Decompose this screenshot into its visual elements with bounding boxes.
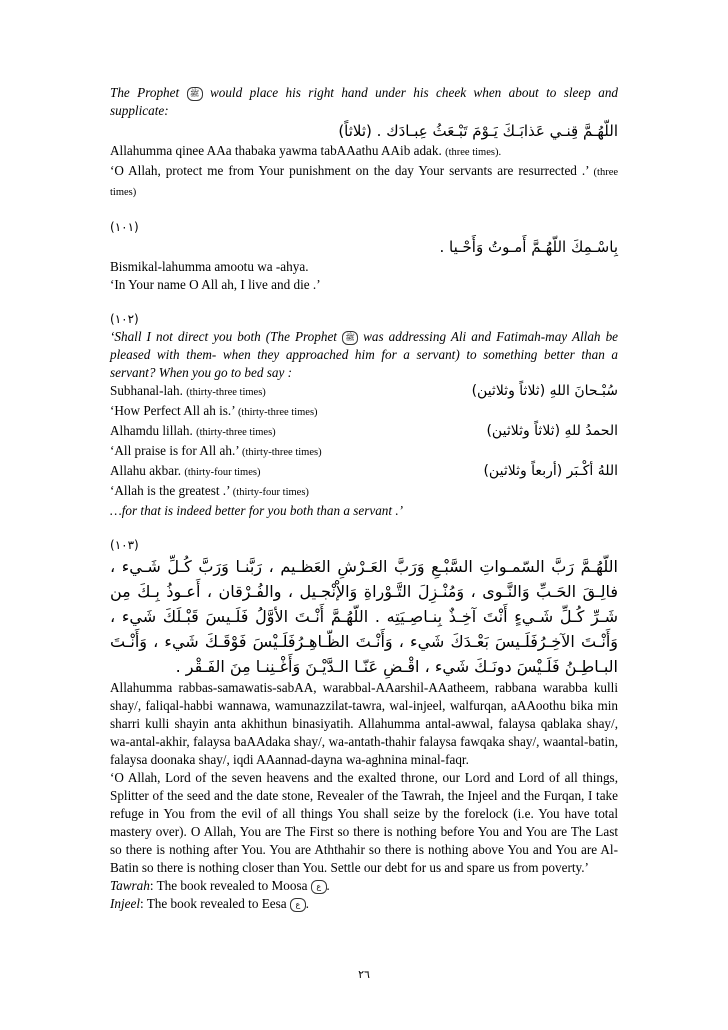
repeat-note: (thirty-three times) <box>241 447 322 458</box>
repeat-note: (thirty-four times) <box>232 487 309 498</box>
dhikr-arabic: الحمدُ للهِ (ثلاثاً وثلاثين) <box>486 423 618 439</box>
dhikr-transliteration: Allahu akbar. <box>110 463 182 478</box>
dhikr-transliteration: Alhamdu lillah. <box>110 423 193 438</box>
intro-line: The Prophet <box>110 85 180 100</box>
footnote: Tawrah: The book revealed to Moosa ع . <box>110 878 331 893</box>
dhikr-arabic: سُبْـحانَ اللهِ (ثلاثاً وثلاثين) <box>471 383 618 399</box>
repeat-note: (thirty-three times) <box>237 407 318 418</box>
dhikr-translation <box>110 442 618 462</box>
dhikr-row <box>110 462 618 482</box>
translation-text: ‘Allah is the greatest .’ <box>110 483 230 498</box>
section-number: (١٠١) <box>110 220 139 234</box>
section-number: (١٠٢) <box>110 312 139 326</box>
supplication-translation: ‘In Your name O All ah, I live and die .’ <box>110 277 321 292</box>
supplication-transliteration <box>110 142 618 162</box>
repeat-note: (thirty-four times) <box>184 467 261 478</box>
peace-icon: ع <box>311 880 327 894</box>
supplication-arabic: اللّهُـمَّ قِنـي عَذابَـكَ يَـوْمَ تَبْـعَثُ عِبـادَك . (ثلاثاً) <box>338 122 618 140</box>
dhikr-arabic: اللهُ أكْـبَر (أربعاً وثلاثين) <box>483 463 618 479</box>
dhikr-row <box>110 382 618 402</box>
supplication-translation: ‘O Allah, Lord of the seven heavens and the exalted throne, our Lord and Lord of all things, Splitter of the seed and the date stone, Revealer of the Tawrah, the Injeel and the Furqan, I take refuge in You from the evil of all things You shall seize by the forelock (i.e. You have total mastery over). O Allah, You are The First so there is nothing before You and You are The Last so there is nothing after You. You are Aththahir so there is nothing above You and You are Al-Batin so there is nothing closer than You. Settle our debt for us and spare us from poverty.’ <box>110 770 618 875</box>
peace-icon: ع <box>290 898 306 912</box>
transliteration-text: Allahumma qinee AAa thabaka yawma tabAAathu AAib adak. <box>110 143 442 158</box>
intro-text <box>110 84 618 120</box>
page-number: ٢٦ <box>358 968 370 981</box>
hadith-closing: …for that is indeed better for you both than a servant .’ <box>110 503 404 518</box>
footnote-text: : The book revealed to Eesa <box>140 896 287 911</box>
dhikr-translation <box>110 482 618 502</box>
salutation-icon: ﷺ <box>187 87 203 101</box>
dhikr-transliteration: Subhanal-lah. <box>110 383 183 398</box>
supplication-transliteration: Bismikal-lahumma amootu wa -ahya. <box>110 259 309 274</box>
repeat-note: (thirty-three times) <box>186 387 266 398</box>
hadith-intro <box>110 328 618 382</box>
footnote: Injeel: The book revealed to Eesa ع . <box>110 896 310 911</box>
footnote-text: : The book revealed to Moosa <box>149 878 308 893</box>
translation-text: ‘How Perfect All ah is.’ <box>110 403 235 418</box>
footnote-term: Injeel <box>110 896 141 911</box>
dhikr-row <box>110 422 618 442</box>
supplication-arabic: بِاسْـمِكَ اللّهُـمَّ أَمـوتُ وَأَحْـيا . <box>439 238 618 256</box>
supplication-transliteration: Allahumma rabbas-samawatis-sabAA, warabbal-AAarshil-AAatheem, rabbana warabba kulli shay/, faliqal-habbi wannawa, wamunazzilat-tawra, wal-injeel, walfurqan, aAAoothu bika min sharri kulli shayin anta akhithun binasiyatih. Allahumma antal-awwal, falaysa qablaka shay/, wa-antal-akhir, falaysa baAAdaka shay/, wa-antath-thahir falaysa fawqaka shay/, waantal-batin, falaysa doonaka shay/, iqdi AAannad-dayna wa-aghnina minal-faqr. <box>110 680 618 767</box>
page-body <box>110 84 618 913</box>
hadith-intro-text: ‘Shall I not direct you both (The Prophet <box>110 329 337 344</box>
intro-line-rest: would place his right hand under his cheek when about to sleep and supplicate: <box>110 85 619 118</box>
section-number: (١٠٣) <box>110 538 139 552</box>
hadith-intro-rest: was addressing Ali and Fatimah-may Allah be pleased with them- when they approached him for a servant) to something better than a servant? When you go to bed say : <box>110 329 619 380</box>
footnote-term: Tawrah <box>110 878 150 893</box>
translation-text: ‘All praise is for All ah.’ <box>110 443 239 458</box>
supplication-translation <box>110 162 618 202</box>
translation-text: ‘O Allah, protect me from Your punishment on the day Your servants are resurrected .’ <box>110 163 589 178</box>
salutation-icon: ﷺ <box>342 331 358 345</box>
supplication-arabic: اللّهُـمَّ رَبَّ السّمـواتِ السَّبْـعِ وَرَبَّ العَـرْشِ العَظـيم ، رَبَّنـا وَرَبَّ كُـلِّ شَـيء ، فالِـقَ الحَـبِّ وَالنَّـوى ، وَمُنْـزِلَ التَّـوْراةِ وَالإْنْجـيل ، والفُـرْقان ، أَعـوذُ بِـكَ مِن شَـرِّ كُـلِّ شَـيءٍ أَنْتَ آخِـذٌ بِنـاصِـيَتِه . اللّهُـمَّ أَنْـتَ الأوَّلُ فَلَـيسَ قَبْـلَكَ شَيء ، وَأَنْـتَ الآخِـرُفَلَـيسَ بَعْـدَكَ شَيء ، وَأَنْـتَ الظّـاهِـرُفَلَـيْسَ فَوْقَـكَ شَيء ، وَأَنْـتَ البـاطِـنُ فَلَـيْسَ دونَـكَ شَيء ، اقْـضِ عَنّـا الـدَّيْـنَ وَأَغْـنِنـا مِنَ الفَـقْر . <box>110 557 618 676</box>
repeat-note: (three times) <box>110 167 619 198</box>
dhikr-translation <box>110 402 618 422</box>
repeat-note: (thirty-three times) <box>196 427 276 438</box>
repeat-note: (three times). <box>445 147 502 158</box>
